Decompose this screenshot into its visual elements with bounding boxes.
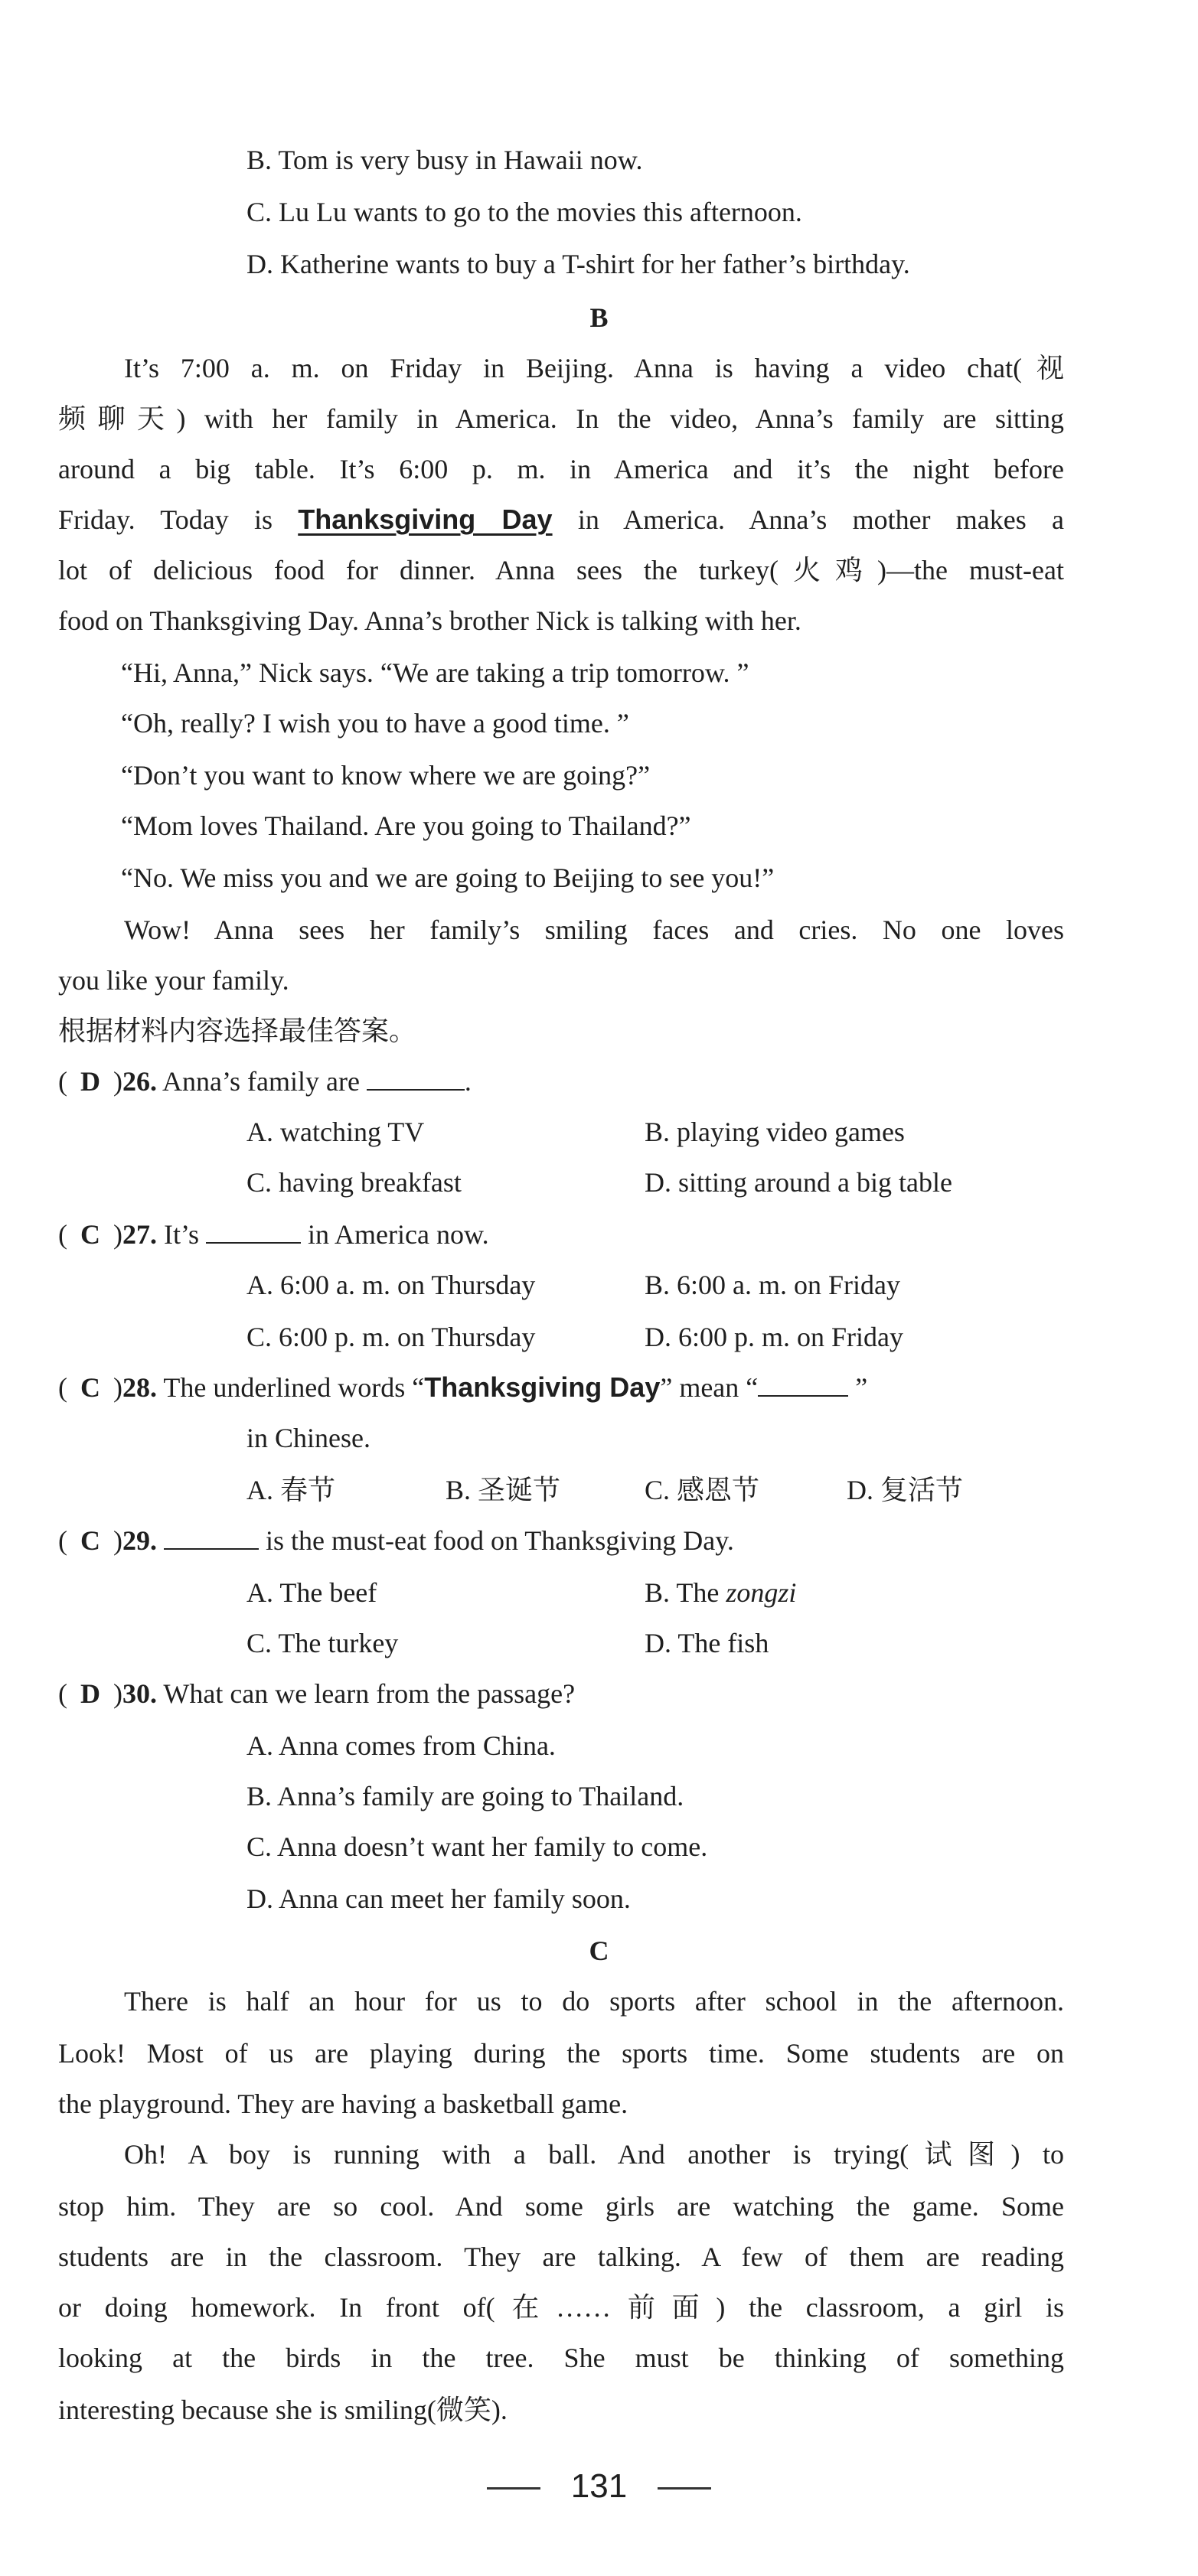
question-number: 27.	[122, 1219, 157, 1250]
page-number	[0, 2467, 1198, 2506]
passage-b-line: 频聊天) with her family in America. In the video, Anna’s family are sitting	[58, 403, 1064, 434]
question-number: 29.	[122, 1525, 157, 1556]
passage-c-line: Look! Most of us are playing during the sports time. Some students are on	[58, 2038, 1064, 2069]
passage-c-line: stop him. They are so cool. And some girls are watching the game. Some	[58, 2191, 1064, 2222]
passage-c-line: looking at the birds in the tree. She must be thinking of something	[58, 2343, 1064, 2373]
question-28: ( C )28. The underlined words “Thanksgiving Day” mean “ ”	[58, 1370, 867, 1405]
option-d-katherine: D. Katherine wants to buy a T-shirt for her father’s birthday.	[246, 249, 910, 279]
question-stem: .	[464, 1066, 472, 1097]
option-c: C. Anna doesn’t want her family to come.	[246, 1831, 708, 1862]
option-d: D. 6:00 p. m. on Friday	[645, 1322, 903, 1352]
italic-zongzi: zongzi	[726, 1577, 797, 1608]
option-a: A. watching TV	[246, 1117, 425, 1147]
underlined-thanksgiving-day: Thanksgiving Day	[298, 504, 553, 535]
option-b: B. 6:00 a. m. on Friday	[645, 1270, 900, 1300]
answer-blank	[164, 1525, 259, 1550]
option-c-lulu: C. Lu Lu wants to go to the movies this afternoon.	[246, 197, 802, 227]
question-26: ( D )26. Anna’s family are .	[58, 1064, 472, 1099]
option-d: D. 复活节	[847, 1475, 963, 1505]
option-d: D. The fish	[645, 1628, 769, 1658]
answer-mark: D	[80, 1066, 100, 1097]
question-stem: ” mean “	[660, 1372, 759, 1403]
question-stem-line2: in Chinese.	[246, 1423, 370, 1453]
answer-mark: C	[80, 1219, 100, 1250]
passage-b-line: It’s 7:00 a. m. on Friday in Beijing. Anna is having a video chat(视	[124, 353, 1064, 383]
dash-right	[658, 2487, 711, 2490]
dash-left	[487, 2487, 540, 2490]
answer-blank	[367, 1066, 465, 1091]
option-b: B. 圣诞节	[446, 1475, 561, 1505]
option-a: A. Anna comes from China.	[246, 1730, 556, 1761]
question-stem: It’s	[164, 1219, 200, 1250]
answer-mark: C	[80, 1372, 100, 1403]
dialogue-line: “Mom loves Thailand. Are you going to Thailand?”	[121, 810, 691, 841]
question-stem: in America now.	[308, 1219, 489, 1250]
passage-b-line: lot of delicious food for dinner. Anna sees the turkey(火鸡)—the must-eat	[58, 555, 1064, 585]
question-number: 30.	[122, 1678, 157, 1709]
question-stem: The underlined words “	[163, 1372, 425, 1403]
option-c: C. 感恩节	[645, 1475, 760, 1505]
answer-blank	[206, 1219, 301, 1244]
passage-text: Friday. Today is	[58, 504, 273, 535]
option-c: C. The turkey	[246, 1628, 399, 1658]
bold-thanksgiving-day: Thanksgiving Day	[424, 1371, 661, 1403]
section-b-heading: B	[589, 302, 609, 333]
instruction: 根据材料内容选择最佳答案。	[58, 1016, 417, 1046]
passage-b-line: you like your family.	[58, 965, 289, 996]
passage-c-line: or doing homework. In front of(在……前面) the classroom, a girl is	[58, 2292, 1064, 2323]
option-d: D. sitting around a big table	[645, 1167, 952, 1198]
dialogue-line: “Hi, Anna,” Nick says. “We are taking a trip tomorrow. ”	[121, 657, 749, 688]
passage-c-line: the playground. They are having a basketball game.	[58, 2089, 628, 2119]
question-stem: What can we learn from the passage?	[163, 1678, 576, 1709]
option-a: A. 6:00 a. m. on Thursday	[246, 1270, 536, 1300]
option-d: D. Anna can meet her family soon.	[246, 1883, 631, 1914]
option-c: C. 6:00 p. m. on Thursday	[246, 1322, 536, 1352]
option-b-tom: B. Tom is very busy in Hawaii now.	[246, 145, 643, 175]
passage-b-line	[58, 502, 1064, 537]
question-number: 28.	[122, 1372, 157, 1403]
answer-blank	[758, 1372, 848, 1397]
option-a: A. 春节	[246, 1475, 335, 1505]
option-b: B. The zongzi	[645, 1577, 797, 1608]
section-c-heading: C	[589, 1935, 609, 1966]
passage-b-line: Wow! Anna sees her family’s smiling faces and cries. No one loves	[124, 915, 1064, 945]
question-29: ( C )29. is the must-eat food on Thanksgiving Day.	[58, 1523, 734, 1558]
question-30: ( D )30. What can we learn from the passage?	[58, 1676, 575, 1711]
passage-b-line: around a big table. It’s 6:00 p. m. in America and it’s the night before	[58, 454, 1064, 484]
passage-c-line: students are in the classroom. They are talking. A few of them are reading	[58, 2242, 1064, 2272]
question-number: 26.	[122, 1066, 157, 1097]
question-stem: is the must-eat food on Thanksgiving Day.	[266, 1525, 734, 1556]
answer-mark: D	[80, 1678, 100, 1709]
option-b: B. Anna’s family are going to Thailand.	[246, 1781, 684, 1811]
option-a: A. The beef	[246, 1577, 377, 1608]
question-stem: Anna’s family are	[162, 1066, 360, 1097]
dialogue-line: “No. We miss you and we are going to Beijing to see you!”	[121, 862, 775, 893]
dialogue-line: “Don’t you want to know where we are going?”	[121, 760, 651, 791]
question-27: ( C )27. It’s in America now.	[58, 1217, 489, 1252]
passage-c-line: There is half an hour for us to do sports after school in the afternoon.	[124, 1986, 1064, 2017]
option-b: B. playing video games	[645, 1117, 905, 1147]
passage-c-line: interesting because she is smiling(微笑).	[58, 2395, 508, 2425]
dialogue-line: “Oh, really? I wish you to have a good time. ”	[121, 708, 629, 739]
page-number-text: 131	[570, 2467, 628, 2505]
passage-text: in America. Anna’s mother makes a	[577, 504, 1065, 535]
answer-mark: C	[80, 1525, 100, 1556]
question-stem: ”	[855, 1372, 868, 1403]
passage-c-line: Oh! A boy is running with a ball. And another is trying(试图) to	[124, 2139, 1064, 2170]
option-c: C. having breakfast	[246, 1167, 462, 1198]
passage-b-line: food on Thanksgiving Day. Anna’s brother Nick is talking with her.	[58, 605, 801, 636]
